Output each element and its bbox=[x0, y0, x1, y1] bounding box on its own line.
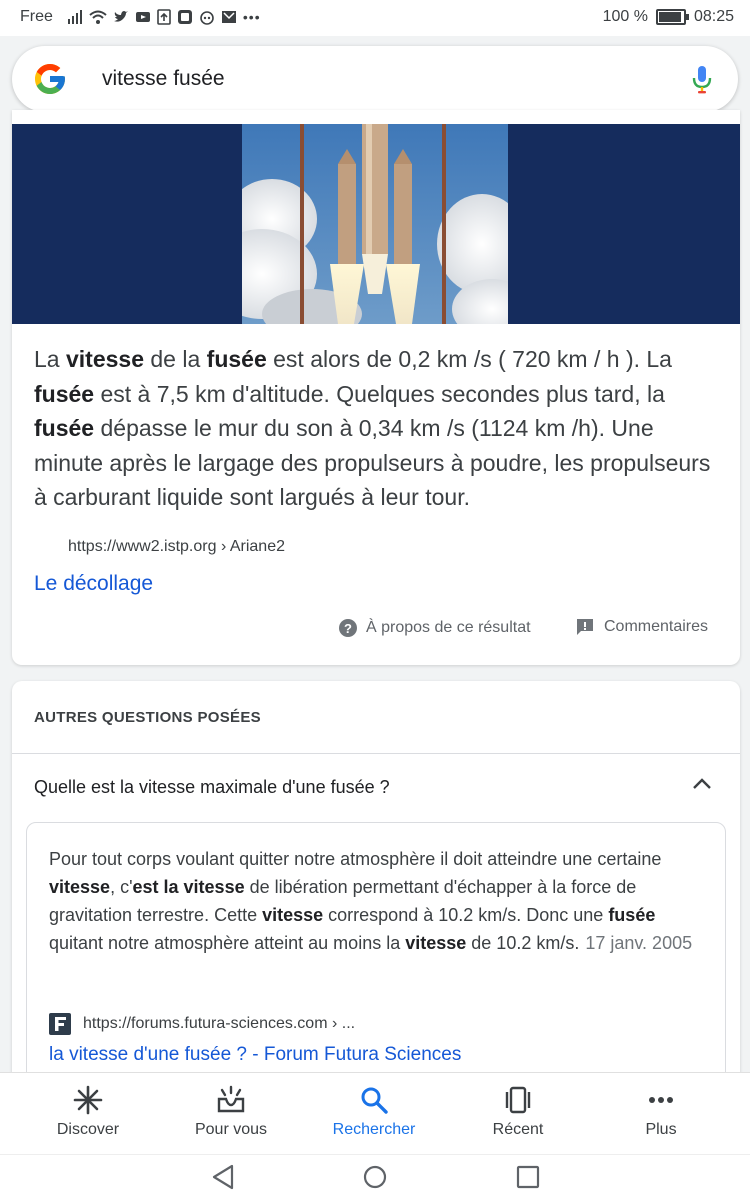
paa-answer-text bbox=[49, 845, 699, 957]
paa-question[interactable]: Quelle est la vitesse maximale d'une fusée ? bbox=[34, 777, 390, 797]
divider bbox=[12, 753, 740, 754]
paa-source-title-link[interactable]: la vitesse d'une fusée ? - Forum Futura Sciences bbox=[49, 1044, 462, 1065]
status-right bbox=[603, 8, 734, 26]
paa-segment-text: de 10.2 km/s. bbox=[466, 933, 580, 953]
nav-plus[interactable] bbox=[586, 1085, 736, 1139]
source-title-link[interactable]: Le décollage bbox=[34, 572, 154, 595]
status-bar bbox=[0, 0, 750, 36]
snippet-segment-text: dépasse le mur du son à 0,34 km /s (1124 km /h). Une minute après le largage des propulseurs à poudre, les propulseurs à carburant liquide sont largués à leur tour. bbox=[34, 415, 711, 510]
robot-icon bbox=[199, 9, 215, 25]
search-bar[interactable] bbox=[12, 46, 738, 112]
source-url[interactable]: https://www2.istp.org › Ariane2 bbox=[68, 538, 285, 555]
snippet-segment-bold: fusée bbox=[34, 380, 95, 407]
nav-pour-vous-label: Pour vous bbox=[194, 1121, 268, 1138]
nav-rechercher[interactable] bbox=[299, 1085, 449, 1139]
twitter-icon bbox=[113, 9, 129, 25]
battery-icon bbox=[656, 9, 686, 25]
rocket-launch-image[interactable] bbox=[242, 124, 508, 324]
snippet-segment-bold: vitesse bbox=[65, 346, 144, 372]
paa-segment-bold: fusée bbox=[608, 905, 656, 925]
feedback-button[interactable] bbox=[576, 618, 708, 636]
nav-recent[interactable] bbox=[443, 1085, 593, 1139]
snippet-segment-text: de la bbox=[144, 346, 207, 372]
paa-segment-bold: est la vitesse bbox=[132, 877, 245, 897]
inbox-icon bbox=[216, 1085, 246, 1115]
futura-favicon bbox=[49, 1013, 71, 1035]
paa-date: 17 janv. 2005 bbox=[585, 933, 693, 953]
nav-recent-label: Récent bbox=[492, 1121, 544, 1138]
nav-plus-label: Plus bbox=[645, 1121, 677, 1138]
help-icon bbox=[338, 618, 358, 638]
status-left bbox=[20, 8, 261, 26]
clock: 08:25 bbox=[693, 8, 734, 25]
paa-segment-text: quitant notre atmosphère atteint au moins la bbox=[49, 933, 406, 953]
youtube-icon bbox=[135, 9, 151, 25]
recent-apps-square-icon[interactable] bbox=[515, 1163, 541, 1191]
paa-answer-box bbox=[26, 822, 726, 1101]
nav-pour-vous[interactable] bbox=[156, 1085, 306, 1139]
search-query[interactable]: vitesse fusée bbox=[102, 67, 225, 90]
image-strip bbox=[12, 124, 740, 324]
paa-heading: AUTRES QUESTIONS POSÉES bbox=[34, 709, 261, 726]
paa-answer-body bbox=[49, 849, 661, 953]
feedback-label: Commentaires bbox=[604, 618, 709, 635]
feedback-icon bbox=[576, 618, 594, 636]
paa-segment-text: Pour tout corps voulant quitter notre atmosphère il doit atteindre une certaine bbox=[49, 849, 662, 869]
google-g-logo[interactable] bbox=[32, 61, 68, 97]
signal-icon bbox=[67, 9, 83, 25]
paa-segment-text: de libération permettant d'échapper à la force de gravitation terrestre. Cette bbox=[49, 877, 637, 925]
snippet-segment-text: est à 7,5 km d'altitude. Quelques secondes plus tard, la bbox=[94, 380, 665, 407]
paa-segment-text: , c' bbox=[110, 877, 133, 897]
snippet-text bbox=[34, 342, 714, 515]
about-result-label: À propos de ce résultat bbox=[366, 619, 531, 636]
nav-rechercher-label: Rechercher bbox=[332, 1121, 416, 1138]
app-icon bbox=[177, 9, 193, 25]
snippet-segment-text: La bbox=[34, 346, 66, 372]
back-triangle-icon[interactable] bbox=[210, 1163, 236, 1191]
snippet-segment-bold: fusée bbox=[206, 346, 267, 372]
carrier-label: Free bbox=[20, 8, 53, 25]
paa-segment-text: correspond à 10.2 km/s. Donc une bbox=[323, 905, 609, 925]
paa-segment-bold: vitesse bbox=[262, 905, 324, 925]
paa-segment-bold: vitesse bbox=[405, 933, 467, 953]
more-icon bbox=[646, 1085, 676, 1115]
nav-discover-label: Discover bbox=[56, 1121, 120, 1138]
featured-snippet-card bbox=[12, 110, 740, 665]
nav-discover[interactable] bbox=[13, 1085, 163, 1139]
asterisk-icon bbox=[73, 1085, 103, 1115]
more-dots-icon: ••• bbox=[242, 9, 261, 25]
status-icons bbox=[67, 9, 261, 25]
mail-icon bbox=[221, 9, 237, 25]
bottom-nav bbox=[0, 1072, 750, 1155]
mic-icon[interactable] bbox=[692, 64, 712, 96]
chevron-up-icon[interactable] bbox=[692, 777, 712, 791]
battery-percent: 100 % bbox=[602, 8, 648, 25]
home-circle-icon[interactable] bbox=[362, 1163, 388, 1191]
search-icon bbox=[359, 1085, 389, 1115]
people-also-ask-card bbox=[12, 681, 740, 1101]
upload-icon bbox=[157, 9, 171, 25]
snippet-segment-bold: fusée bbox=[34, 415, 95, 441]
about-result-button[interactable] bbox=[338, 618, 531, 638]
wifi-icon bbox=[89, 9, 107, 25]
battery-fill bbox=[659, 12, 681, 22]
snippet-segment-text: est alors de 0,2 km /s ( 720 km / h ). La bbox=[266, 346, 672, 372]
svg-text:?: ? bbox=[344, 621, 352, 636]
system-navigation-bar bbox=[0, 1154, 750, 1201]
paa-segment-bold: vitesse bbox=[49, 877, 111, 897]
paa-source-url[interactable]: https://forums.futura-sciences.com › ... bbox=[83, 1015, 356, 1032]
recent-tabs-icon bbox=[503, 1085, 533, 1115]
